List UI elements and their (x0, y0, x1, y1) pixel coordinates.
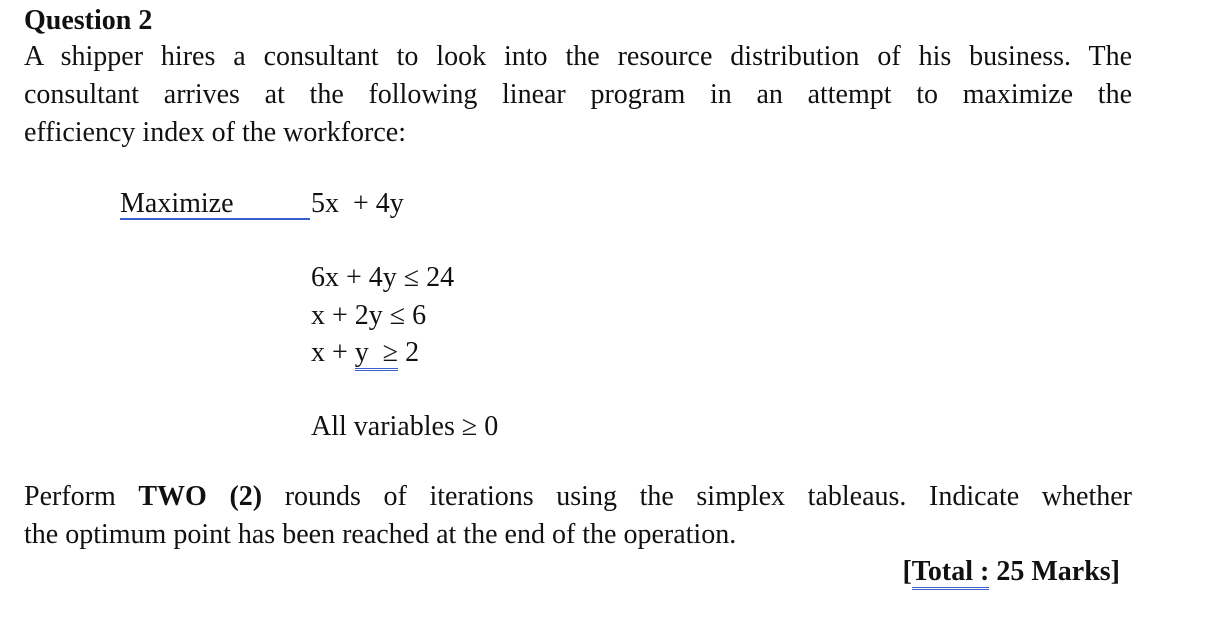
objective-function: 5x + 4y (311, 188, 404, 219)
marks-value: 25 Marks] (989, 556, 1120, 587)
task-line-2: the optimum point has been reached at the end of the operation. (24, 519, 737, 550)
total-marks (902, 554, 1120, 590)
marks-open: [ (902, 556, 912, 587)
intro-line-2: consultant arrives at the following linear program in an attempt to maximize the (24, 79, 1132, 110)
task-line-1 (24, 478, 1132, 516)
constraint-1: 6x + 4y ≤ 24 (311, 262, 455, 293)
constraint-3 (311, 335, 419, 371)
constraint-3-rhs: 2 (398, 337, 420, 368)
constraint-2: x + 2y ≤ 6 (311, 300, 427, 331)
task-instructions (24, 478, 1132, 554)
intro-line-1: A shipper hires a consultant to look into the resource distribution of his business. The (24, 41, 1132, 72)
nonnegativity-constraint: All variables ≥ 0 (311, 411, 499, 442)
marks-label: Total : (912, 556, 990, 590)
intro-line-3: efficiency index of the workforce: (24, 117, 406, 148)
objective-label-text: Maximize (120, 188, 234, 219)
objective-label (120, 186, 310, 220)
constraint-3-var: y ≥ (355, 337, 398, 371)
question-intro (24, 38, 1132, 152)
task-line-1-pre: Perform (24, 481, 139, 512)
constraint-3-lhs: x + (311, 337, 355, 368)
task-line-1-post: rounds of iterations using the simplex tableaus. Indicate whether (262, 481, 1132, 512)
task-line-1-bold: TWO (2) (138, 481, 263, 512)
question-title: Question 2 (24, 5, 153, 36)
